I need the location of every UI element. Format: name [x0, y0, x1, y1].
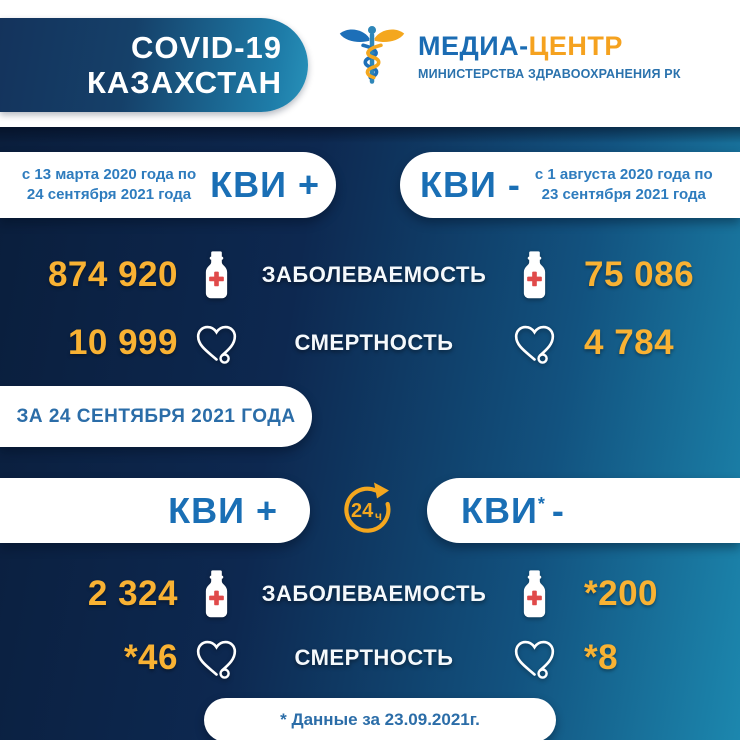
cumulative-mortality-negative-value: 4 784 — [584, 323, 675, 362]
medicine-bottle-icon — [494, 569, 574, 619]
kvi-positive-daily-pill — [0, 478, 310, 543]
daily-incidence-negative-value: *200 — [584, 574, 659, 613]
kvi-negative-period — [535, 165, 713, 206]
kvi-negative-daily-base: КВИ — [461, 489, 538, 531]
covid-title-line2: КАЗАХСТАН — [87, 65, 282, 100]
logo-name-primary: МЕДИА- — [418, 31, 529, 61]
kvi-negative-daily-suffix: - — [551, 489, 565, 531]
kvi-negative-daily-pill — [427, 478, 740, 543]
medicine-bottle-icon — [178, 250, 254, 300]
main-panel — [0, 127, 740, 740]
stat-row-daily-mortality — [0, 630, 740, 686]
daily-mortality-negative-value: *8 — [584, 638, 619, 677]
stat-row-cumulative-mortality — [0, 315, 740, 371]
kvi-negative-daily-asterisk: * — [537, 493, 546, 514]
24h-cycle-icon — [339, 480, 395, 536]
incidence-label: ЗАБОЛЕВАЕМОСТЬ — [261, 581, 487, 606]
kvi-negative-cumulative-pill — [400, 152, 740, 218]
badge-24-unit: ч — [375, 509, 382, 523]
mortality-label: СМЕРТНОСТЬ — [294, 645, 454, 670]
kvi-negative-daily-label — [461, 490, 565, 532]
header — [0, 0, 740, 127]
covid-title-line1: COVID-19 — [131, 29, 282, 65]
badge-24-number: 24 — [351, 500, 374, 522]
kvi-positive-cumulative-pill — [0, 152, 336, 218]
media-center-name — [418, 31, 681, 62]
caduceus-icon — [338, 24, 406, 88]
cumulative-incidence-negative-value: 75 086 — [584, 255, 695, 294]
kvi-positive-daily-label: КВИ + — [168, 489, 278, 531]
stat-row-daily-incidence — [0, 564, 740, 624]
ministry-subtitle: МИНИСТЕРСТВА ЗДРАВООХРАНЕНИЯ РК — [418, 67, 681, 81]
logo-text — [418, 31, 681, 81]
kvi-positive-period-line2: 24 сентября 2021 года — [26, 186, 192, 203]
daily-mortality-positive-value: *46 — [123, 638, 178, 677]
mortality-label: СМЕРТНОСТЬ — [294, 330, 454, 355]
heart-stethoscope-icon — [494, 635, 574, 682]
footnote-pill — [204, 698, 556, 740]
heart-stethoscope-icon — [178, 635, 254, 682]
cumulative-mortality-positive-value: 10 999 — [67, 323, 178, 362]
cumulative-incidence-positive-value: 874 920 — [47, 255, 178, 294]
heart-stethoscope-icon — [494, 320, 574, 367]
kvi-negative-label: КВИ - — [420, 164, 521, 205]
title-pill — [0, 18, 308, 112]
medicine-bottle-icon — [178, 569, 254, 619]
kvi-positive-period — [22, 165, 196, 206]
medicine-bottle-icon — [494, 250, 574, 300]
daily-date-text: ЗА 24 СЕНТЯБРЯ 2021 ГОДА — [16, 405, 296, 427]
kvi-positive-period-line1: с 13 марта 2020 года по — [21, 165, 197, 183]
kvi-negative-period-line2: 23 сентября 2021 года — [541, 186, 706, 203]
daily-date-banner — [0, 386, 312, 447]
incidence-label: ЗАБОЛЕВАЕМОСТЬ — [261, 262, 487, 287]
kvi-negative-period-line1: с 1 августа 2020 года по — [534, 165, 713, 183]
stat-row-cumulative-incidence — [0, 245, 740, 305]
media-center-logo — [338, 24, 681, 88]
logo-name-secondary: ЦЕНТР — [528, 31, 623, 61]
footnote-text: * Данные за 23.09.2021г. — [280, 710, 480, 729]
kvi-positive-label: КВИ + — [210, 164, 320, 205]
heart-stethoscope-icon — [178, 320, 254, 367]
daily-incidence-positive-value: 2 324 — [87, 574, 178, 613]
